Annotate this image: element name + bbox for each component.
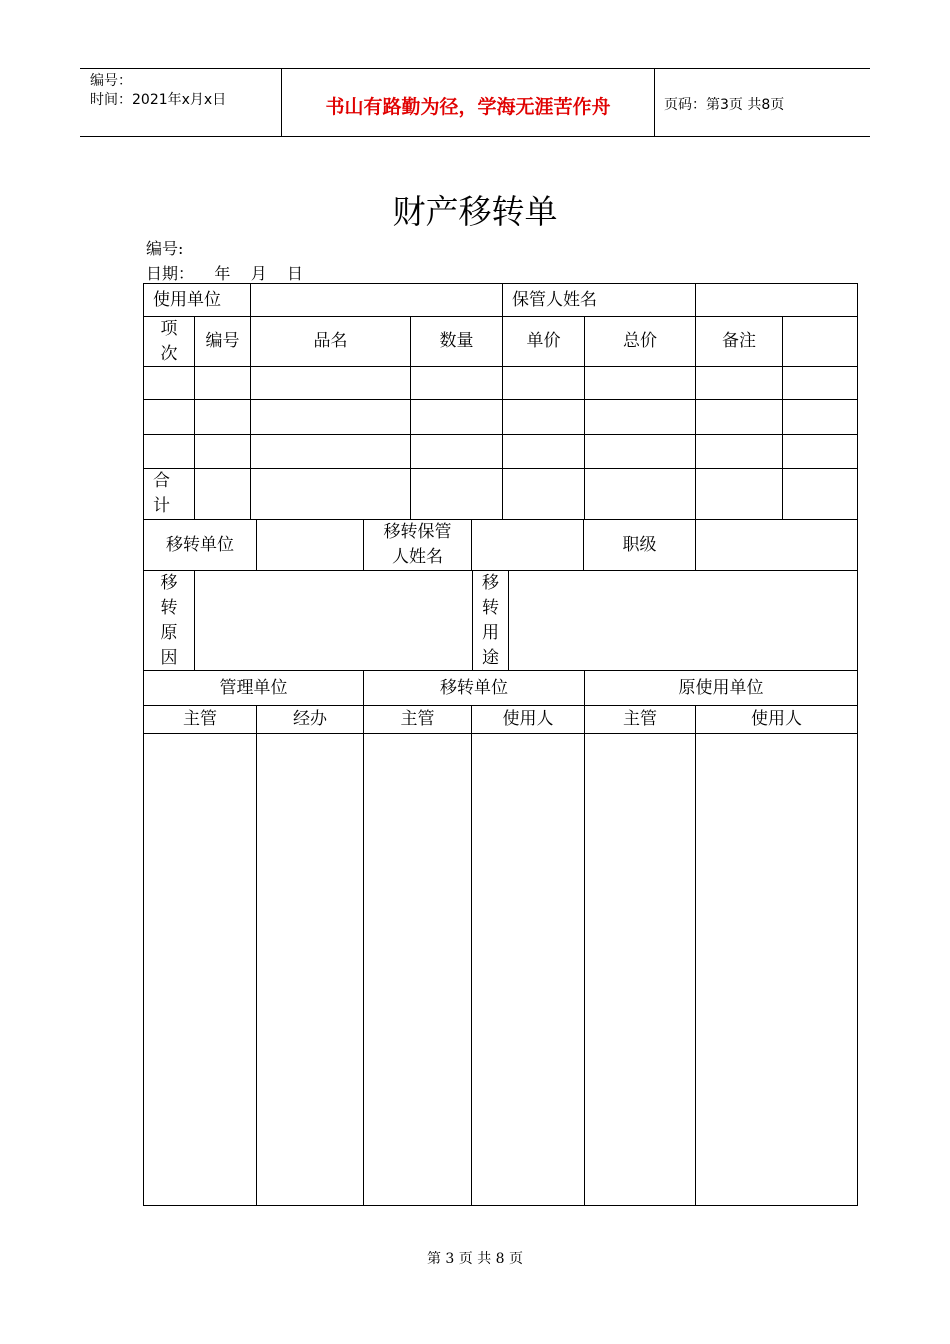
orig-supervisor-header: 主管 (584, 705, 696, 734)
column-header-item-no (143, 316, 195, 367)
transfer-reason-char: 移 (160, 572, 178, 593)
mgmt-handler-signature[interactable] (256, 733, 364, 1206)
transfer-reason-field[interactable] (194, 570, 473, 671)
column-header-quantity: 数量 (410, 316, 503, 367)
table-cell[interactable] (695, 434, 783, 469)
transfer-reason-char: 因 (160, 647, 178, 668)
table-cell[interactable] (502, 399, 585, 435)
header-page-info: 页码：第3页 共8页 (664, 97, 785, 113)
table-cell[interactable] (782, 399, 858, 435)
orig-user-signature[interactable] (695, 733, 858, 1206)
table-cell[interactable] (782, 434, 858, 469)
column-header-extra (782, 316, 858, 367)
custodian-name-field[interactable] (695, 283, 858, 317)
subtotal-label (143, 468, 195, 520)
table-cell[interactable] (695, 399, 783, 435)
table-cell[interactable] (194, 468, 251, 520)
management-unit-header: 管理单位 (143, 670, 364, 706)
transfer-custodian-field[interactable] (471, 519, 584, 571)
form-date-label: 日期： 年 月 日 (146, 264, 304, 283)
subtotal-label-line2: 计 (153, 496, 170, 516)
page-footer: 第 3 页 共 8 页 (426, 1251, 524, 1267)
transfer-purpose-char: 转 (482, 597, 499, 618)
table-cell[interactable] (250, 366, 411, 400)
column-header-item-no-line2: 次 (160, 343, 178, 364)
mgmt-supervisor-signature[interactable] (143, 733, 257, 1206)
user-unit-field[interactable] (250, 283, 503, 317)
transfer-form-table (143, 283, 858, 1206)
table-cell[interactable] (502, 468, 585, 520)
table-cell[interactable] (250, 399, 411, 435)
table-cell[interactable] (143, 399, 195, 435)
column-header-total-price: 总价 (584, 316, 696, 367)
column-header-unit-price: 单价 (502, 316, 585, 367)
table-cell[interactable] (410, 399, 503, 435)
transfer-custodian-label-line2: 人姓名 (392, 547, 443, 567)
form-number-label: 编号: (146, 239, 184, 258)
form-title: 财产移转单 (392, 192, 558, 231)
transfer-unit-header: 移转单位 (363, 670, 585, 706)
header-bottom-rule (80, 136, 870, 137)
table-cell[interactable] (194, 366, 251, 400)
transfer-purpose-label (472, 570, 509, 671)
header-divider (654, 68, 655, 136)
table-cell[interactable] (410, 468, 503, 520)
subtotal-label-line1: 合 (153, 471, 170, 491)
transfer-user-signature[interactable] (471, 733, 585, 1206)
transfer-purpose-char: 移 (482, 572, 499, 593)
table-cell[interactable] (584, 366, 696, 400)
transfer-custodian-label-line1: 移转保管 (383, 522, 452, 542)
header-top-rule (80, 68, 870, 69)
rank-label: 职级 (583, 519, 696, 571)
table-cell[interactable] (584, 434, 696, 469)
transfer-supervisor-header: 主管 (363, 705, 472, 734)
original-unit-header: 原使用单位 (584, 670, 858, 706)
orig-supervisor-signature[interactable] (584, 733, 696, 1206)
column-header-item-no-line1: 项 (160, 318, 178, 339)
table-cell[interactable] (782, 366, 858, 400)
transfer-reason-char: 转 (160, 597, 178, 618)
table-cell[interactable] (782, 468, 858, 520)
header-motto: 书山有路勤为径，学海无涯苦作舟 (325, 96, 611, 118)
transfer-unit-label: 移转单位 (143, 519, 257, 571)
mgmt-supervisor-header: 主管 (143, 705, 257, 734)
table-cell[interactable] (695, 366, 783, 400)
transfer-unit-field[interactable] (256, 519, 364, 571)
table-cell[interactable] (194, 434, 251, 469)
mgmt-handler-header: 经办 (256, 705, 364, 734)
transfer-purpose-field[interactable] (508, 570, 858, 671)
table-cell[interactable] (143, 434, 195, 469)
transfer-purpose-char: 途 (482, 647, 499, 668)
table-cell[interactable] (584, 399, 696, 435)
table-cell[interactable] (502, 366, 585, 400)
transfer-custodian-label (363, 519, 472, 571)
table-cell[interactable] (143, 366, 195, 400)
rank-field[interactable] (695, 519, 858, 571)
header-number-label: 编号： (90, 73, 132, 89)
transfer-reason-label (143, 570, 195, 671)
transfer-purpose-char: 用 (482, 622, 499, 643)
transfer-supervisor-signature[interactable] (363, 733, 472, 1206)
table-cell[interactable] (194, 399, 251, 435)
column-header-name: 品名 (250, 316, 411, 367)
table-cell[interactable] (502, 434, 585, 469)
orig-user-header: 使用人 (695, 705, 858, 734)
table-cell[interactable] (584, 468, 696, 520)
custodian-name-label: 保管人姓名 (502, 283, 696, 317)
table-cell[interactable] (695, 468, 783, 520)
column-header-remarks: 备注 (695, 316, 783, 367)
header-info (90, 72, 226, 110)
column-header-code: 编号 (194, 316, 251, 367)
table-cell[interactable] (410, 434, 503, 469)
transfer-reason-char: 原 (160, 622, 178, 643)
user-unit-label: 使用单位 (143, 283, 251, 317)
transfer-user-header: 使用人 (471, 705, 585, 734)
table-cell[interactable] (250, 434, 411, 469)
header-time-label: 时间：2021年x月x日 (90, 92, 227, 108)
table-cell[interactable] (250, 468, 411, 520)
table-cell[interactable] (410, 366, 503, 400)
